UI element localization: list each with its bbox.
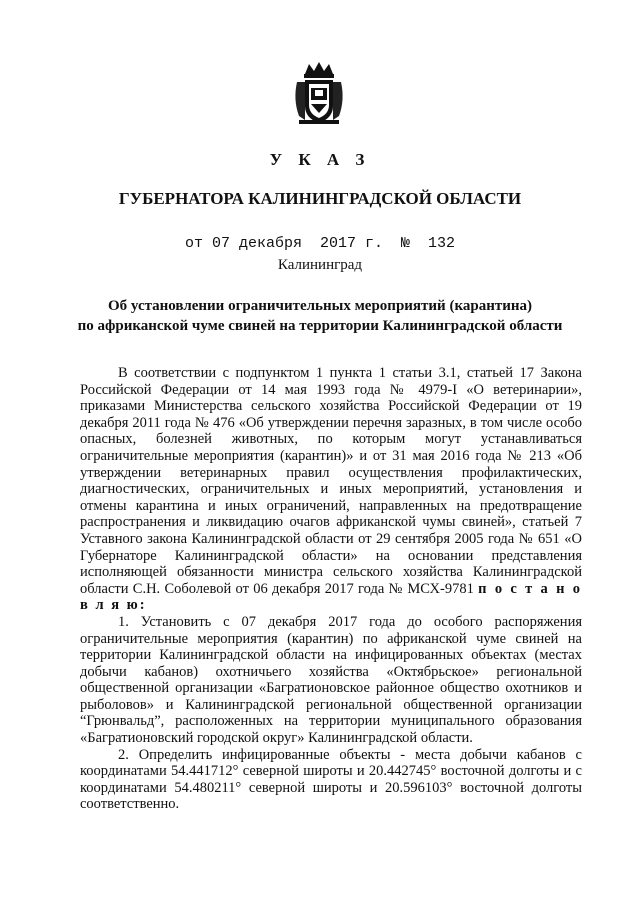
subject-line-2: по африканской чуме свиней на территории Калининградской области: [77, 318, 563, 334]
preamble-paragraph: [80, 365, 582, 614]
decree-date: 07 декабря 2017 г.: [211, 235, 383, 252]
document-type-heading: У К А З: [269, 150, 371, 169]
item-1-paragraph: 1. Установить с 07 декабря 2017 года до особого распоряжения ограничительные мероприятия (карантин) по африканской чуме свиней на территории Калининградской области на инфицированных объектах (местах добычи кабанов) охотничьего хозяйства «Октябрьское» региональной общественной организации «Багратионовское районное общество охотников и рыболовов» и Калининградской региональной общественной организации “Грюнвальд”, расположенных на территории муниципального образования «Багратионовский городской округ» Калининградской области.: [80, 613, 582, 747]
date-prefix: от: [184, 235, 203, 252]
decree-date-line: [0, 235, 640, 252]
number-sign: №: [401, 235, 411, 252]
decree-word: п о с т а н о в л я ю:: [80, 580, 582, 614]
subject-line-1: Об установлении ограничительных мероприятий (карантина): [107, 298, 532, 314]
preamble-text: В соответствии с подпунктом 1 пункта 1 статьи 3.1, статьей 17 Закона Российской Федерации от 14 мая 1993 года № 4979-I «О ветеринарии», приказами Министерства сельского хозяйства Российской Федерации от 19 декабря 2011 года № 476 «Об утверждении перечня заразных, в том числе особо опасных, болезней животных, по которым могут устанавливаться ограничительные мероприятия (карантин)» и от 31 мая 2016 года № 213 «Об утверждении ветеринарных правил осуществления профилактических, диагностических, ограничительных и иных мероприятий, установления и отмены карантина и иных ограничений, направленных на предотвращение распространения и ликвидацию очагов африканской чумы свиней», статьей 7 Уставного закона Калининградской области от 29 сентября 2005 года № 651 «О Губернаторе Калининградской области» на основании представления исполняющей обязанности министра сельского хозяйства Калининградской области С.Н. Соболевой от 06 декабря 2017 года № МСХ-9781: [80, 365, 582, 597]
decree-subject: [60, 296, 580, 336]
decree-body: [80, 365, 582, 813]
issuer-heading: ГУБЕРНАТОРА КАЛИНИНГРАДСКОЙ ОБЛАСТИ: [118, 189, 522, 208]
item-2-paragraph: 2. Определить инфицированные объекты - места добычи кабанов с координатами 54.441712° северной широты и 20.442745° восточной долготы и с координатами 54.480211° северной широты и 20.596103° восточной долготы соответственно.: [80, 746, 582, 813]
city-name: Калининград: [277, 257, 363, 273]
decree-number: 132: [428, 235, 456, 252]
coat-of-arms-icon: [291, 60, 347, 126]
